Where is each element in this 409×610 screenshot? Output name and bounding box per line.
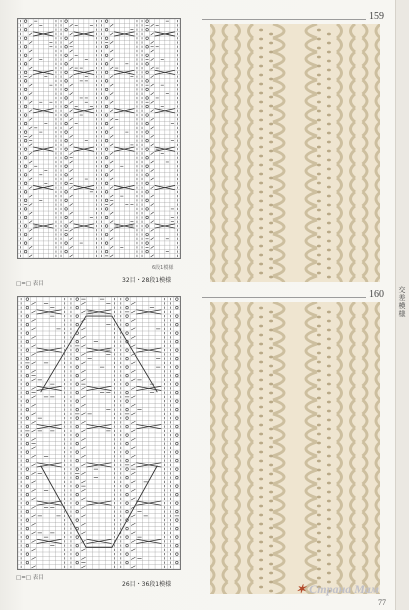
pattern-159-chart: [17, 18, 181, 259]
pattern-160-repeat-caption: 26目・36段1模様: [122, 581, 172, 588]
pattern-159-rule: [202, 19, 366, 20]
pattern-160-chart: [17, 296, 181, 570]
pattern-159-legend: □=□ 表目: [16, 281, 44, 287]
chart-gridlines: [18, 19, 180, 258]
swatch-texture-svg: [210, 24, 380, 282]
pattern-159-row-mark: 6段1模様: [152, 265, 174, 271]
footer-brand: Страна Мам: [309, 582, 379, 596]
pattern-160-number: 160: [369, 289, 384, 300]
pattern-160-legend: □=□ 表目: [16, 575, 44, 581]
pattern-160-swatch-photo: [210, 302, 380, 594]
pattern-160-rule: [202, 297, 366, 298]
chart-grid-svg: [18, 19, 180, 258]
pattern-159-swatch-photo: [210, 24, 380, 282]
chart-gridlines: [18, 297, 180, 569]
swatch-texture-svg: [210, 302, 380, 594]
footer-watermark: [296, 582, 379, 597]
pattern-159-repeat-caption: 32目・28段1模様: [122, 277, 172, 284]
swatch-base: [210, 24, 380, 282]
pattern-159-number: 159: [369, 11, 384, 22]
chart-grid-svg: [18, 297, 180, 569]
page-folio: 77: [378, 598, 386, 607]
side-tab-label: 交差模様: [398, 286, 406, 318]
watermark-star-icon: ✶: [296, 582, 307, 596]
